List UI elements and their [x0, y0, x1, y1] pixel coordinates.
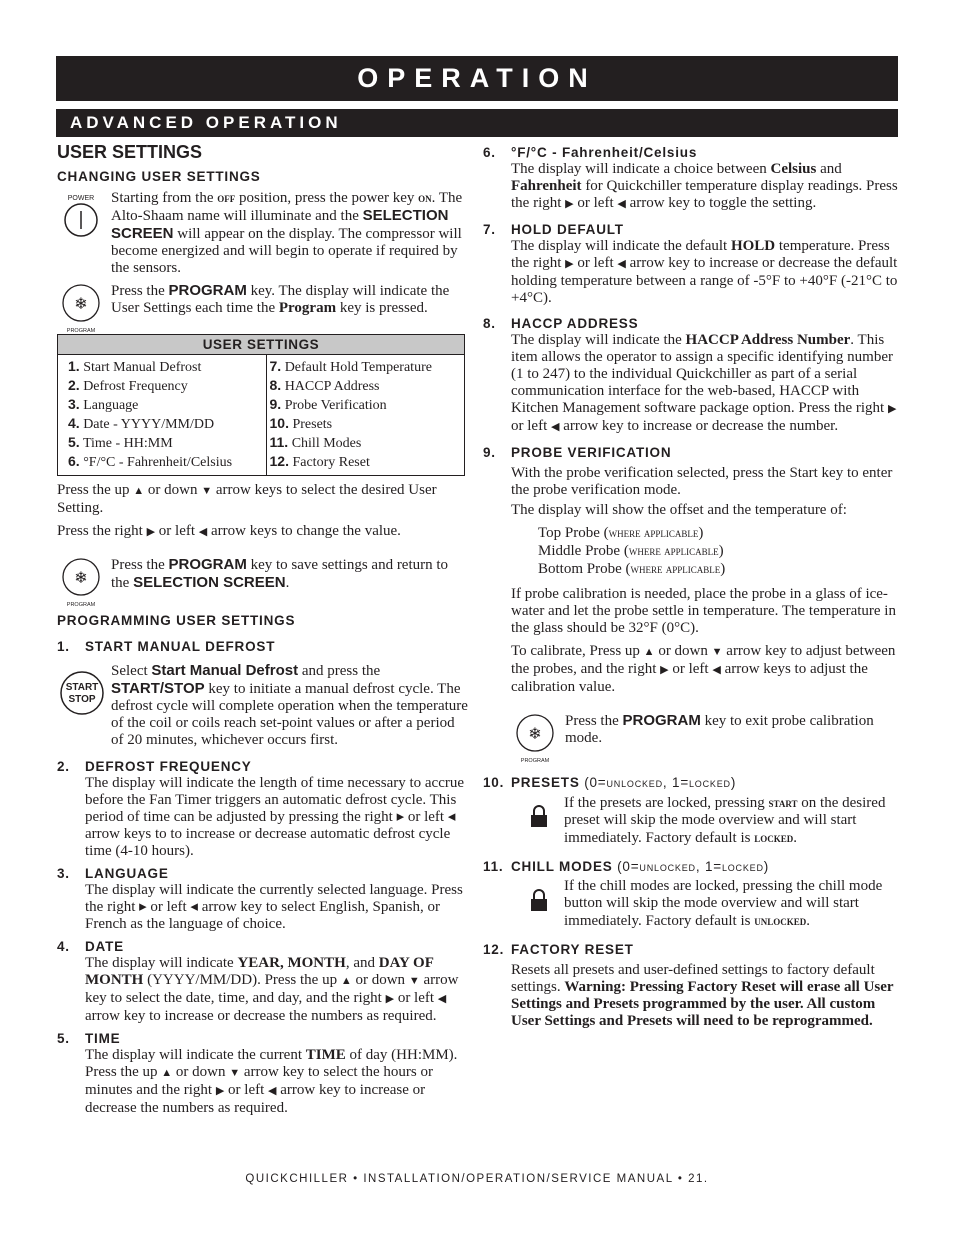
svg-text:PROGRAM: PROGRAM: [66, 602, 96, 608]
presets-block: [483, 794, 898, 847]
table-cell: 10. Presets: [266, 415, 465, 434]
probe-bottom: Bottom Probe (where applicable): [538, 561, 726, 577]
svg-text:STOP: STOP: [68, 694, 96, 705]
item-5-text: The display will indicate the current TIME of day (HH:MM). Press the up ▲ or down ▼ arrow key to select the hours or minutes and the right ▶ or left ◀ arrow key to increase or decrease the numbers as required.: [85, 1047, 458, 1116]
item-9-heading: 9. PROBE VERIFICATION: [483, 445, 672, 460]
defrost-text: Select Start Manual Defrost and press the START/STOP key to initiate a manual defrost cycle. The defrost cycle will complete operation when the temperature of the coil or coils reach set-point values or after a period of 20 minutes, whichever occurs first.: [111, 662, 468, 748]
table-row: [58, 396, 465, 415]
power-key-icon: [57, 189, 105, 243]
item-7-heading: 7. HOLD DEFAULT: [483, 222, 624, 237]
probe-top: Top Probe (where applicable): [538, 525, 704, 541]
table-cell: 12. Factory Reset: [266, 453, 465, 476]
chill-modes-text: If the chill modes are locked, pressing the chill mode button will skip the mode overview and will start immediately. Factory default is unlocked.: [564, 878, 883, 929]
power-text: Starting from the off position, press the power key on. The Alto-Shaam name will illuminate and the SELECTION SCREEN will appear on the display. The compressor will become energized and will begin to operate if required by the sensors.: [111, 190, 463, 276]
power-icon-label: POWER: [67, 195, 95, 202]
svg-text:PROGRAM: PROGRAM: [520, 758, 550, 764]
select-setting-text: Press the up ▲ or down ▼ arrow keys to select the desired User Setting.: [57, 482, 437, 516]
chill-modes-block: [483, 878, 898, 930]
table-header: USER SETTINGS: [58, 335, 465, 355]
item-8-text: The display will indicate the HACCP Address Number. This item allows the operator to assign a specific identifying number (1 to 247) to the individual Quickchiller as part of a serial communication interface for the web-based, HACCP with Kitchen Management software package option. Press the right ▶ or left ◀ arrow key to increase or decrease the number.: [511, 332, 897, 434]
lock-icon: [530, 888, 548, 912]
item-3-heading: 3. LANGUAGE: [57, 866, 169, 881]
item-12-text: Resets all presets and user-defined settings to factory default settings. Warning: Pressing Factory Reset will erase all User Settings and Presets programmed by the user. All custom User Settings and Presets will need to be reprogrammed.: [511, 962, 894, 1029]
item-12-heading: 12. FACTORY RESET: [483, 942, 634, 957]
item-4-heading: 4. DATE: [57, 939, 124, 954]
save-instructions: [57, 556, 469, 608]
power-instructions: [57, 189, 469, 277]
svg-text:PROGRAM: PROGRAM: [66, 328, 96, 334]
table-row: [58, 434, 465, 453]
presets-text: If the presets are locked, pressing start on the desired preset will skip the mode overview and will start immediately. Factory default is locked.: [564, 795, 886, 846]
program-key-icon: [57, 282, 105, 336]
program-instructions: [57, 282, 469, 334]
user-settings-table: [57, 334, 465, 476]
program-key-icon: [511, 712, 559, 766]
table-cell: 7. Default Hold Temperature: [266, 355, 465, 378]
svg-text:START: START: [65, 682, 99, 693]
item-4-text: The display will indicate YEAR, MONTH, and DAY OF MONTH (YYYY/MM/DD). Press the up ▲ or down ▼ arrow key to select the date, time, and day, and the right ▶ or left ◀ arrow key to increase or decrease the numbers as required.: [85, 955, 459, 1024]
table-row: [58, 453, 465, 476]
defrost-instructions: [57, 662, 469, 749]
item-7-text: The display will indicate the default HOLD temperature. Press the right ▶ or left ◀ arrow key to increase or decrease the default holding temperature between a range of -5°F to +40°F (-21°C to +4°C).: [511, 238, 898, 306]
exit-probe-text: Press the PROGRAM key to exit probe calibration mode.: [565, 712, 874, 746]
change-value-text: Press the right ▶ or left ◀ arrow keys to change the value.: [57, 523, 401, 539]
program-key-icon: [57, 556, 105, 610]
item-11-heading: 11. CHILL MODES (0=unlocked, 1=locked): [483, 859, 770, 874]
item-2-text: The display will indicate the length of time necessary to accrue before the Fan Timer triggers an automatic defrost cycle. This period of time can be adjusted by pressing the right ▸ or left ◂ arrow keys to to increase or decrease automatic defrost cycle time (4-10 hours).: [85, 775, 465, 859]
item-10-heading: 10. PRESETS (0=unlocked, 1=locked): [483, 775, 737, 790]
svg-text:❄: ❄: [74, 296, 88, 313]
page-footer: QUICKCHILLER • INSTALLATION/OPERATION/SERVICE MANUAL • 21.: [245, 1173, 709, 1185]
exit-probe-instructions: [511, 712, 898, 764]
table-cell: 6. °F/°C - Fahrenheit/Celsius: [58, 453, 267, 476]
save-text: Press the PROGRAM key to save settings and return to the SELECTION SCREEN.: [111, 556, 449, 591]
table-cell: 3. Language: [58, 396, 267, 415]
table-cell: 2. Defrost Frequency: [58, 377, 267, 396]
programming-heading: PROGRAMMING USER SETTINGS: [57, 613, 296, 628]
program-text: Press the PROGRAM key. The display will indicate the User Settings each time the Program key is pressed.: [111, 282, 450, 316]
table-cell: 5. Time - HH:MM: [58, 434, 267, 453]
item-8-heading: 8. HACCP ADDRESS: [483, 316, 639, 331]
section-banner: ADVANCED OPERATION: [56, 109, 898, 137]
item-9-text-1: With the probe verification selected, press the Start key to enter the probe verification mode.: [511, 465, 893, 498]
item-9-text-2: The display will show the offset and the temperature of:: [511, 502, 847, 518]
item-6-text: The display will indicate a choice between Celsius and Fahrenheit for Quickchiller temperature display readings. Press the right ▶ or left ◀ arrow key to toggle the setting.: [511, 161, 898, 211]
svg-text:❄: ❄: [74, 570, 88, 587]
item-2-heading: 2. DEFROST FREQUENCY: [57, 759, 252, 774]
changing-heading: CHANGING USER SETTINGS: [57, 169, 261, 184]
item-1-heading: 1. START MANUAL DEFROST: [57, 639, 276, 654]
table-row: [58, 377, 465, 396]
item-6-heading: 6. °F/°C - Fahrenheit/Celsius: [483, 145, 698, 160]
probe-list: [483, 524, 898, 578]
table-row: [58, 355, 465, 378]
table-row: [58, 415, 465, 434]
item-5-heading: 5. TIME: [57, 1031, 121, 1046]
page-banner: OPERATION: [56, 56, 898, 101]
probe-middle: Middle Probe (where applicable): [538, 543, 724, 559]
right-column: [483, 144, 898, 1030]
user-settings-heading: USER SETTINGS: [57, 142, 203, 162]
item-9-text-3: If probe calibration is needed, place the probe in a glass of ice-water and let the probe settle in temperature. The temperature in the glass should be 32°F (0°C).: [511, 586, 896, 636]
start-stop-key-icon: [57, 665, 105, 715]
table-cell: 9. Probe Verification: [266, 396, 465, 415]
left-column: [57, 144, 469, 1117]
table-cell: 11. Chill Modes: [266, 434, 465, 453]
table-cell: 1. Start Manual Defrost: [58, 355, 267, 378]
table-cell: 8. HACCP Address: [266, 377, 465, 396]
item-3-text: The display will indicate the currently selected language. Press the right ▸ or left ◂ arrow key to select English, Spanish, or French as the language of choice.: [85, 882, 463, 932]
item-9-text-4: To calibrate, Press up ▲ or down ▼ arrow key to adjust between the probes, and the right ▶ or left ◀ arrow keys to adjust the calibration value.: [511, 643, 896, 695]
table-cell: 4. Date - YYYY/MM/DD: [58, 415, 267, 434]
svg-text:❄: ❄: [528, 726, 542, 743]
lock-icon: [530, 804, 548, 828]
